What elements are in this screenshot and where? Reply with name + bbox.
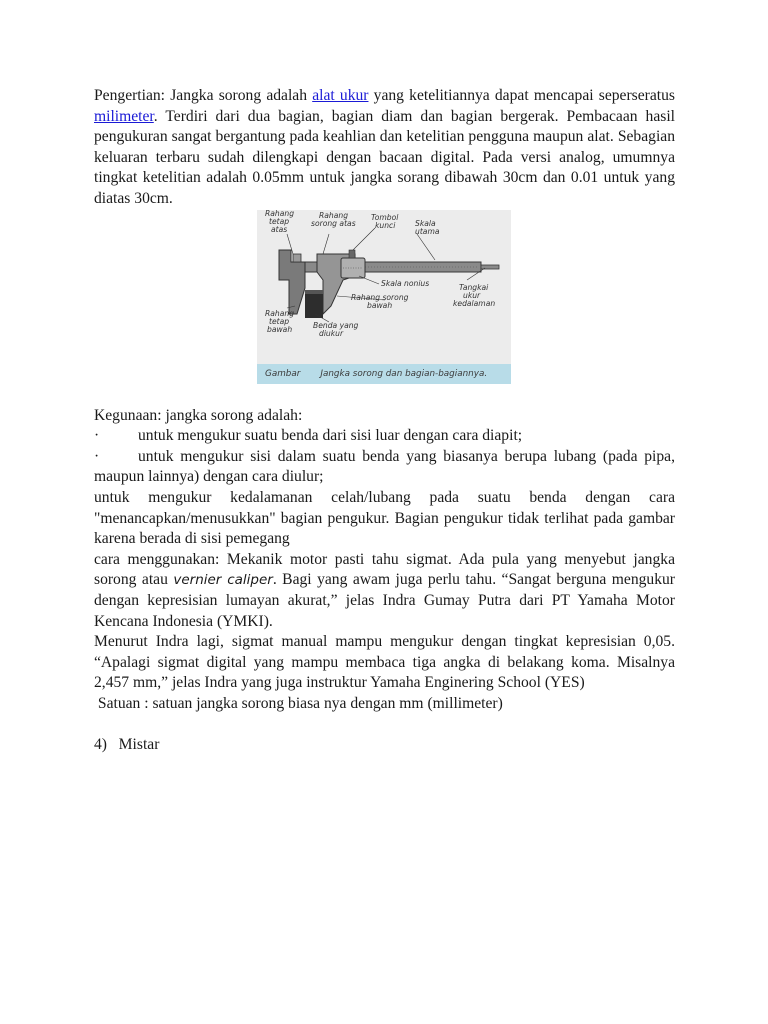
kegunaan-bullet-1 [94,426,675,447]
label-benda-yang-diukur: Benda yang diukur [313,320,359,338]
label-tombol-kunci: Tombol kunci [371,212,399,230]
figure-caption-text: Jangka sorong dan bagian-bagiannya. [320,368,488,379]
kegunaan-title: Kegunaan: jangka sorong adalah: [94,406,303,424]
figure-caption [257,364,511,384]
label-rahang-tetap-atas: Rahang tetap atas [265,209,295,234]
label-rahang-sorong-bawah: Rahang sorong bawah [351,292,409,310]
label-rahang-tetap-bawah: Rahang tetap bawah [265,308,295,334]
bullet-marker: · [94,427,100,445]
cara-text-start: cara menggunakan: Mekanik motor pasti tahu sigmat. Ada pula yang menyebut jangka sorong atau [94,550,675,589]
label-tangkai-ukur: Tangkai ukur kedalaman [453,282,496,308]
figure-caption-label: Gambar [265,368,301,379]
intro-text-start: Pengertian: Jangka sorong adalah [94,87,313,104]
label-skala-utama: Skala utama [415,218,440,236]
intro-text-middle: yang ketelitiannya dapat mencapai seperseratus [368,87,675,104]
document-content [94,86,675,756]
kegunaan-line-3: untuk mengukur kedalamanan celah/lubang pada suatu benda dengan cara "menancapkan/menusukkan" bagian pengukur. Bagian pengukur tidak terlihat pada gambar karena berada di sisi pemegang [94,488,675,548]
vernier-caliper-term: vernier caliper [173,572,273,589]
section-heading-mistar: 4) Mistar [94,736,160,754]
satuan-paragraph: Satuan : satuan jangka sorong biasa nya dengan mm (millimeter) [94,694,503,712]
caliper-illustration [257,210,511,384]
cara-paragraph [94,550,675,632]
menurut-paragraph: Menurut Indra lagi, sigmat manual mampu mengukur dengan tingkat kepresisian 0,05. “Apalagi sigmat digital yang mampu membaca tiga angka di belakang koma. Misalnya 2,457 mm,” jelas Indra yang juga instruktur Yamaha Enginering School (YES) [94,633,675,692]
caliper-figure [257,210,511,384]
intro-text-end: . Terdiri dari dua bagian, bagian diam dan bagian bergerak. Pembacaan hasil pengukuran sangat bergantung pada keahlian dan ketelitian pengguna maupun alat. Sebagian keluaran terbaru sudah dilengkapi dengan bacaan digital. Pada versi analog, umumnya tingkat ketelitian adalah 0.05mm untuk jangka sorang dibawah 30cm dan 0.01 untuk yang diatas 30cm. [94,107,675,207]
intro-paragraph [94,86,675,210]
kegunaan-bullet-2 [94,447,675,488]
cara-text-end: . Bagi yang awam juga perlu tahu. “Sangat berguna mengukur dengan kepresisian lumayan akurat,” jelas Indra Gumay Putra dari PT Yamaha Motor Kencana Indonesia (YMKI). [94,571,676,630]
label-skala-nonius: Skala nonius [381,278,430,288]
bullet-text: untuk mengukur sisi dalam suatu benda yang biasanya berupa lubang (pada pipa, maupun lainnya) dengan cara diulur; [94,447,675,486]
bullet-text: untuk mengukur suatu benda dari sisi luar dengan cara diapit; [138,427,523,445]
alat-ukur-link[interactable]: alat ukur [312,87,369,104]
spacer [94,714,675,735]
label-rahang-sorong-atas: Rahang sorong atas [311,210,356,228]
milimeter-link[interactable]: milimeter [94,107,154,125]
bullet-marker: · [94,447,100,465]
